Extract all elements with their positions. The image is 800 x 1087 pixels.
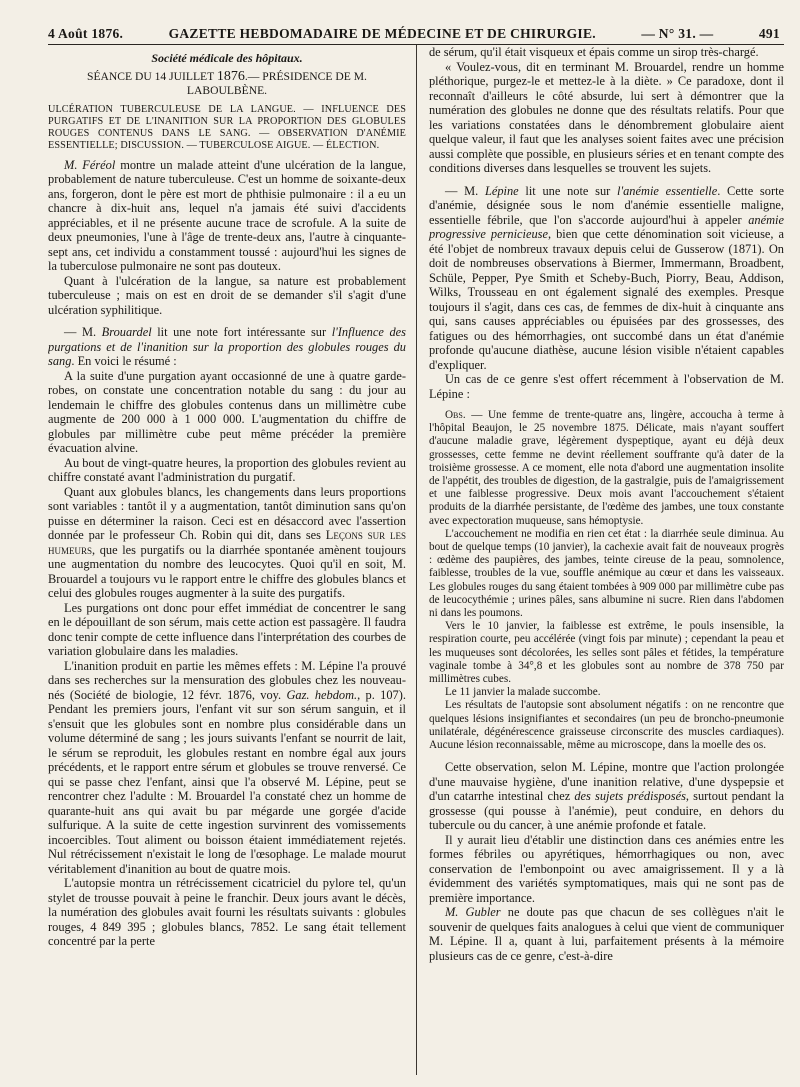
paragraph-text: . En voici le résumé : <box>71 354 177 368</box>
header-journal-title: GAZETTE HEBDOMADAIRE DE MÉDECINE ET DE CHIRURGIE. <box>168 26 596 41</box>
paragraph <box>429 760 784 833</box>
paragraph-text: , que les purgatifs ou la diarrhée spontanée amènent toujours une augmentation du nombre des leucocytes. Quoi qu'il en soit, M. Brouardel a toujours vu le rapport entre le chiffre des globules blancs et celui des globules rouges augmenter à la suite des purgatifs. <box>48 542 406 600</box>
seance-year: 1876 <box>216 68 245 84</box>
observation-paragraph: Vers le 10 janvier, la faiblesse est extrême, le pouls insensible, la respiration courte, peu accélérée (vingt fois par minute) ; cependant la peau et les muqueuses sont décolorées, les selles sont pâles et fétides, la température vaginale tombe à 34°,8 et les globules sont au nombre de 378 750 par millimètres cubes. <box>428 620 784 686</box>
header-issue: — N° 31. — <box>641 26 714 41</box>
section-title: Société médicale des hôpitaux. <box>151 51 303 65</box>
paragraph-text: , surtout pendant la grossesse (qui pousse à l'anémie), peut conduire, en dehors du tubercule ou du cancer, à une anémie profonde et fatale. <box>428 789 784 833</box>
author-brouardel: Brouardel <box>101 325 152 339</box>
paragraph-text: Quant aux globules blancs, les changements dans leurs proportions sont variables : tantôt il y a augmentation, tantôt diminution sans qu'on puisse en déterminer la raison. Ceci est en désaccord avec l'assertion donnée par le professeur Ch. Robin qui dit, dans ses <box>48 484 406 542</box>
paragraph-lead: — M. <box>444 183 485 198</box>
paragraph: L'autopsie montra un rétrécissement cicatriciel du pylore tel, qu'un stylet de trousse pouvait à peine le franchir. Deux jours avant le décès, la numération des globules avait fourni les résultats suivants : globules rouges, 4 849 395 ; globules blancs, 7852. Le sang était tellement concentré par la perte <box>48 876 406 948</box>
observation-paragraph: Le 11 janvier la malade succombe. <box>444 686 601 699</box>
paragraph: Quant à l'ulcération de la langue, sa nature est probablement tuberculeuse ; mais on est en droit de se demander s'il s'agit d'une ulcération syphilitique. <box>48 273 406 317</box>
session-summary: ULCÉRATION TUBERCULEUSE DE LA LANGUE. — INFLUENCE DES PURGATIFS ET DE L'INANITION SUR LA PROPORTION DES GLOBULES ROUGES CONTENUS DANS LE SANG. — OBSERVATION D'ANÉMIE ESSENTIELLE; DISCUSSION. — TUBERCULOSE AIGUE. — ÉLECTION. <box>48 103 406 151</box>
note-title: l'Influence des purgations et de l'inanition sur la proportion des globules rouges du sang <box>48 325 406 368</box>
header-page-number: 491 <box>758 26 780 41</box>
disease-name: anémie progressive pernicieuse <box>428 212 784 241</box>
journal-reference: Gaz. hebdom. <box>286 687 358 702</box>
paragraph-text: ne doute pas que chacun de ses collègues n'ait le souvenir de quelques faits analogues à celui que vient de communiquer M. Lépine. Il a, quant à lui, parfaitement présents à la mémoire plusieurs cas de ce genre, c'est-à-dire <box>428 905 784 963</box>
observation-paragraph: L'accouchement ne modifia en rien cet état : la diarrhée seule diminua. Au bout de quelque temps (10 janvier), la cachexie avait fait de nouveaux progrès : œdème des paupières, des jambes, teinte cireuse de la peau, somnolence, faiblesse, troubles de la vue, souffle anémique au cœur et dans les vaisseaux. Les globules rouges du sang étaient tombées à 909 000 par millimètre cube pas de leucocythémie ; urines pâles, sans albumine ni sucre. Rien dans l'abdomen ni dans les poumons. <box>428 527 784 620</box>
paragraph <box>48 659 406 877</box>
paragraph-text: , p. 107). Pendant les premiers jours, l'enfant vit sur son sérum sanguin, et il s'ensuit que les globules sont en nombre plus considérable dans un volume déterminé de sang ; les jours suivants l'enfant se nourrit de lait, le sérum se reproduit, les globules restant en nombre égal aux jours précédents, et le rapport entre sérum et globules se trouve renversé. Ce qui se passe chez l'enfant, ainsi que l'a observé M. Lépine, peut se rencontrer chez l'adulte : M. Brouardel l'a constaté chez un homme de quarante-huit ans qui avait bu par mégarde une gorgée d'acide sulfurique. A la suite de cette ingestion survinrent des vomissements incoercibles. Tout aliment ou boisson étaient immédiatement rejetés. Nul rétrécissement n'existait le long de l'œsophage. Le malade mourut véritablement d'inanition au bout de quatre mois. <box>48 687 406 876</box>
paragraph-gubler <box>429 905 784 963</box>
observation-label: Obs. <box>444 409 466 421</box>
paragraph-brouardel <box>48 325 406 369</box>
paragraph-text: , bien que cette dénomination soit vicieuse, a été l'objet de nombreux travaux depuis celui de Gusserow (1871). On doit de nombreuses observations à Biermer, Immermann, Broadbent, Schüle, Pepper, Pye Smith et Scheby-Buch, Piorry, Beau, Addison, Wilks, Trousseau en ont également signalé des exemples. Presque toujours il s'agit, dans ces cas, de femmes de dix-huit à cinquante ans qui, sans causes appréciables ou épuisées par des grossesses, des fatigues ou des hémorrhagies, ont succombé dans un état d'anémie profonde qu'aucune diathèse, aucune lésion visible n'étaient capables d'expliquer. <box>428 227 784 372</box>
seance-prefix: SÉANCE DU 14 JUILLET <box>87 69 217 83</box>
paragraph-lead: — M. <box>64 325 102 339</box>
paragraph-text: L'inanition produit en partie les mêmes effets : M. Lépine l'a prouvé dans ses recherches sur la mensuration des globules chez les nouveau-nés (Société de biologie, 12 févr. 1876, voy. <box>48 658 406 702</box>
paragraph: Les purgations ont donc pour effet immédiat de concentrer le sang en le dépouillant de son sérum, mais cette action est passagère. Il faudra donc tenir compte de cette influence dans l'interprétation des courbes de variation globulaire dans les maladies. <box>48 600 406 658</box>
paragraph: « Voulez-vous, dit en terminant M. Brouardel, rendre un homme pléthorique, purgez-le et mettez-le à la diète. » Ce paradoxe, dont il reconnaît d'ailleurs le côté absurde, lui sert à démontrer que la numération des globules ne donne que des résultats relatifs. Pour que les variations constatées dans le dénombrement globulaire aient quelque valeur, il faut que les analyses soient faites avec une précision aussi complète que possible, en plusieurs séries et en tenant compte des conditions diverses dans lesquelles se trouvent les sujets. <box>428 59 784 175</box>
paragraph: Au bout de vingt-quatre heures, la proportion des globules revient au chiffre constaté avant l'administration du purgatif. <box>48 455 406 484</box>
header-date: 4 Août 1876. <box>48 26 124 41</box>
author-lepine: Lépine <box>484 183 519 198</box>
author-fereol: M. Féréol <box>64 157 116 172</box>
paragraph <box>48 485 406 601</box>
observation-paragraph: Les résultats de l'autopsie sont absolument négatifs : on ne rencontre que quelques lésions insignifiantes et secondaires (un peu de broncho-pneumonie unilatérale, dégénérescence graisseuse circonscrite des muscles cardiaques). Aucune lésion reconnaissable, même au microscope, dans la moelle des os. <box>428 699 784 752</box>
left-column <box>48 45 417 1075</box>
paragraph: Il y aurait lieu d'établir une distinction dans ces anémies entre les formes fébriles ou apyrétiques, hémorrhagiques ou non, avec conservation de l'embonpoint ou avec amaigrissement. Il y a là évidemment des variétés symptomatiques, mais qui ne sont pas de première importance. <box>428 832 784 905</box>
paragraph-text: lit une note sur <box>518 183 618 198</box>
paragraph-lepine <box>429 184 784 373</box>
paragraph-text: — Une femme de trente-quatre ans, lingère, accoucha à terme à l'hôpital Beaujon, le 25 novembre 1875. Délicate, mais n'ayant souffert d'aucune maladie grave, légèrement dyspeptique, ayant eu déjà deux grossesses, cette femme ne devint réellement souffrante qu'à dater de la troisième grossesse. A ce moment, elle nota d'abord une augmentation insolite de l'appétit, des troubles de digestion, de la gastralgie, puis de l'amaigrissement et une faiblesse progressive. Deux mois avant l'accouchement s'étaient produits de la diarrhée persistante, de l'œdème des jambes, une toux constante avec expectoration muqueuse, sans hémoptysie. <box>428 409 784 527</box>
article-columns <box>48 45 784 1075</box>
book-title: Leçons sur les humeurs <box>48 528 406 557</box>
paragraph-continued: de sérum, qu'il était visqueux et épais comme un sirop très-chargé. <box>428 45 759 59</box>
note-title: l'anémie essentielle <box>617 183 718 198</box>
running-header <box>30 26 784 44</box>
seance-suffix: .— PRÉSIDENCE DE M. LABOULBÈNE. <box>186 69 367 97</box>
emphasis: des sujets prédisposés <box>574 789 686 804</box>
paragraph-text: montre un malade atteint d'une ulcération de la langue, probablement de nature tuberculeuse. C'est un homme de soixante-deux ans, forgeron, dont le père est mort de phthisie pulmonaire : il a eu un chancre à dix-huit ans, lequel n'a jamais été suivi d'accidents appréciables, et il ne présente aucune trace de scrofule. A la suite de deux pneumonies, l'une à l'âge de trente-deux ans, l'autre à cinquante-sept ans, cet individu a constamment toussé : aujourd'hui les signes de la tuberculose pulmonaire ne sont pas douteux. <box>48 157 406 273</box>
observation-paragraph <box>429 409 784 528</box>
paragraph-fereol <box>48 158 406 274</box>
author-gubler: M. Gubler <box>444 905 501 920</box>
paragraph-text: . Cette sorte d'anémie, désignée sous le nom d'anémie essentielle maligne, essentielle fébrile, que l'on s'accorde aujourd'hui à appeler <box>428 183 784 227</box>
paragraph-text: Cette observation, selon M. Lépine, montre que l'action prolongée d'une mauvaise hygiène, d'une inanition relative, d'une dyspepsie et d'un catarrhe intestinal chez <box>428 760 784 804</box>
paragraph-text: lit une note fort intéressante sur <box>151 325 332 339</box>
paragraph: Un cas de ce genre s'est offert récemment à l'observation de M. Lépine : <box>428 372 784 401</box>
seance-line <box>48 70 406 99</box>
right-column <box>417 45 784 1075</box>
paragraph: A la suite d'une purgation ayant occasionné de une à quatre garde-robes, on constate une concentration notable du sang : du jour au lendemain le chiffre des globules contenus dans un millimètre cube augmente de 200 000 à 1 000 000. L'augmentation du chiffre de globules par millimètre cube peut même précéder la première évacuation alvine. <box>48 368 406 455</box>
